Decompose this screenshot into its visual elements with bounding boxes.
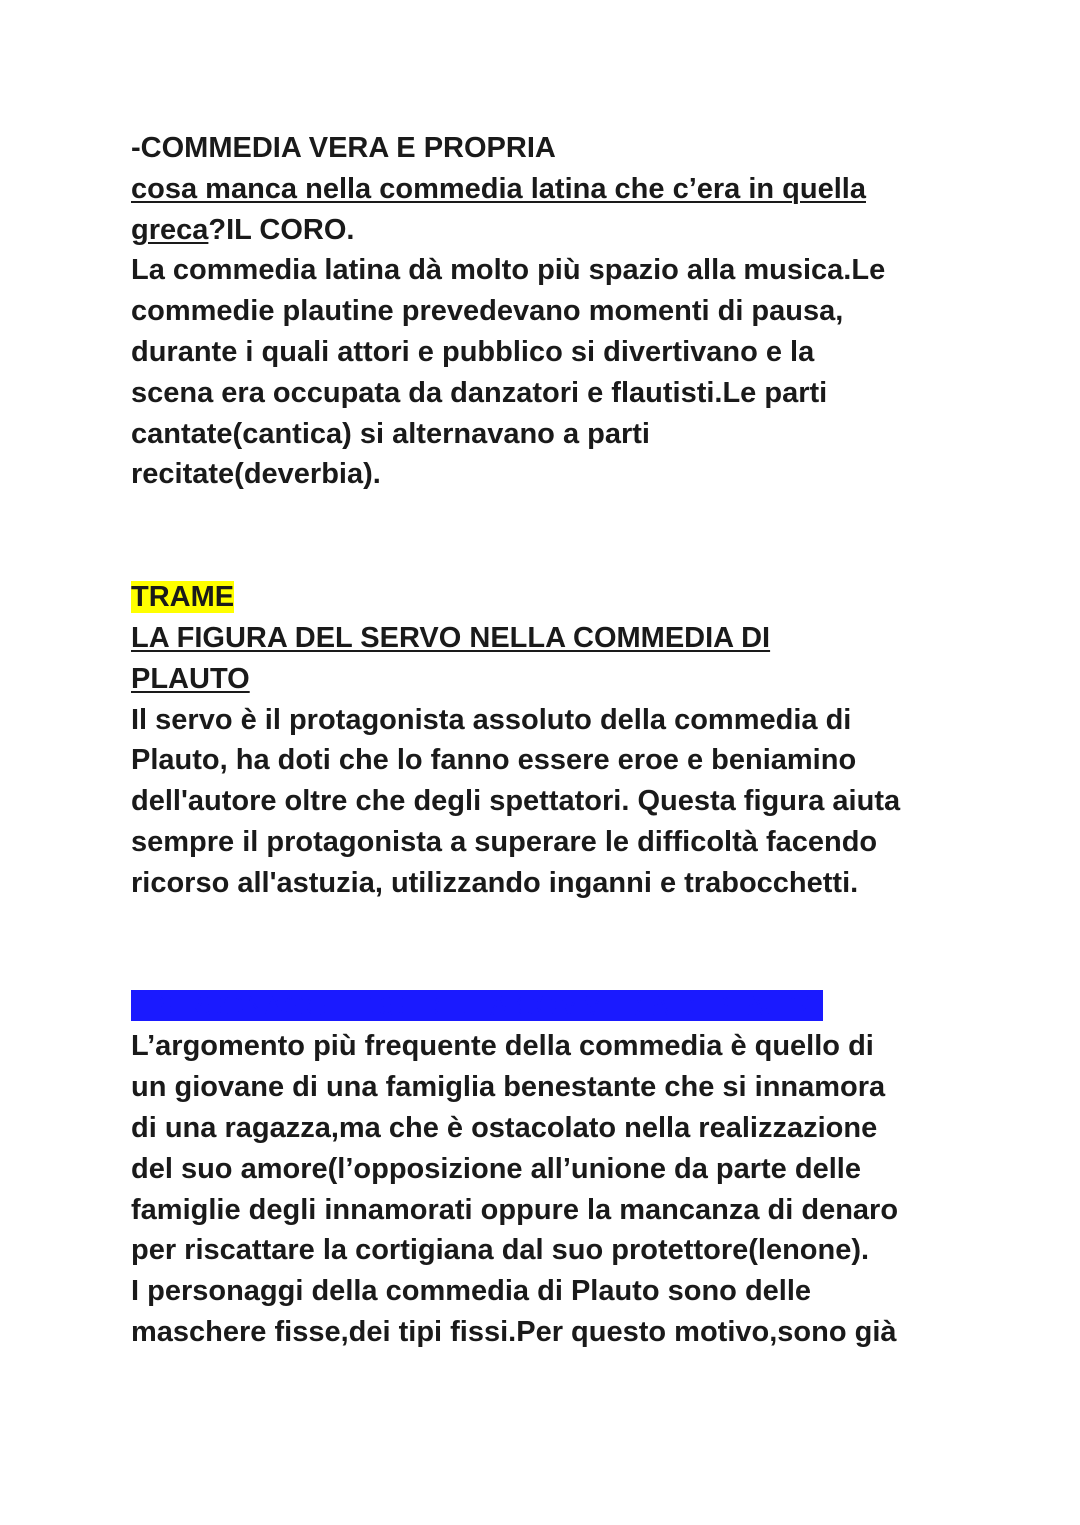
spacer [131, 495, 991, 577]
paragraph-line: dell'autore oltre che degli spettatori. Questa figura aiuta [131, 785, 901, 818]
paragraph-line: durante i quali attori e pubblico si divertivano e la [131, 335, 815, 368]
document-page [131, 128, 991, 1353]
paragraph-line: L’argomento più frequente della commedia è quello di [131, 1030, 874, 1063]
paragraph-line: sempre il protagonista a superare le difficoltà facendo [131, 825, 878, 858]
trame-label-line [131, 577, 991, 618]
paragraph-line: I personaggi della commedia di Plauto sono delle [131, 1275, 812, 1308]
servo-heading-line-2-wrap [131, 659, 991, 700]
trame-label: TRAME [131, 581, 235, 614]
paragraph-line: Il servo è il protagonista assoluto della commedia di [131, 703, 852, 736]
personaggi-heading: I PERSONAGGI FISSI DELLA COMMEDIA DI PLAUTO [131, 989, 823, 1021]
paragraph-line: cantate(cantica) si alternavano a parti [131, 417, 650, 450]
paragraph-line: commedie plautine prevedevano momenti di pausa, [131, 295, 844, 328]
servo-heading-line-2: PLAUTO [131, 662, 250, 695]
question-line-1: cosa manca nella commedia latina che c’era in quella [131, 172, 866, 205]
paragraph-line: recitate(deverbia). [131, 458, 381, 491]
servo-heading-line-1: LA FIGURA DEL SERVO NELLA COMMEDIA DI [131, 621, 771, 654]
question-answer: ?IL CORO. [208, 213, 355, 246]
paragraph-line: del suo amore(l’opposizione all’unione da parte delle [131, 1152, 861, 1185]
paragraph-line: un giovane di una famiglia benestante che si innamora [131, 1071, 886, 1104]
paragraph-line: di una ragazza,ma che è ostacolato nella realizzazione [131, 1111, 878, 1144]
paragraph-line: La commedia latina dà molto più spazio alla musica.Le [131, 254, 886, 287]
paragraph-line: Plauto, ha doti che lo fanno essere eroe e beniamino [131, 744, 857, 777]
section-heading-commedia: -COMMEDIA VERA E PROPRIA [131, 132, 556, 164]
paragraph-line: per riscattare la cortigiana dal suo protettore(lenone). [131, 1234, 870, 1267]
personaggi-heading-line [131, 986, 991, 1027]
question-underlined-word: greca [131, 213, 209, 246]
paragraph-line: ricorso all'astuzia, utilizzando inganni e trabocchetti. [131, 866, 859, 899]
paragraph-line: maschere fisse,dei tipi fissi.Per questo motivo,sono già [131, 1315, 897, 1348]
spacer [131, 904, 991, 986]
question-line-2 [131, 210, 991, 251]
paragraph-line: famiglie degli innamorati oppure la mancanza di denaro [131, 1193, 899, 1226]
paragraph-line: scena era occupata da danzatori e flautisti.Le parti [131, 376, 828, 409]
